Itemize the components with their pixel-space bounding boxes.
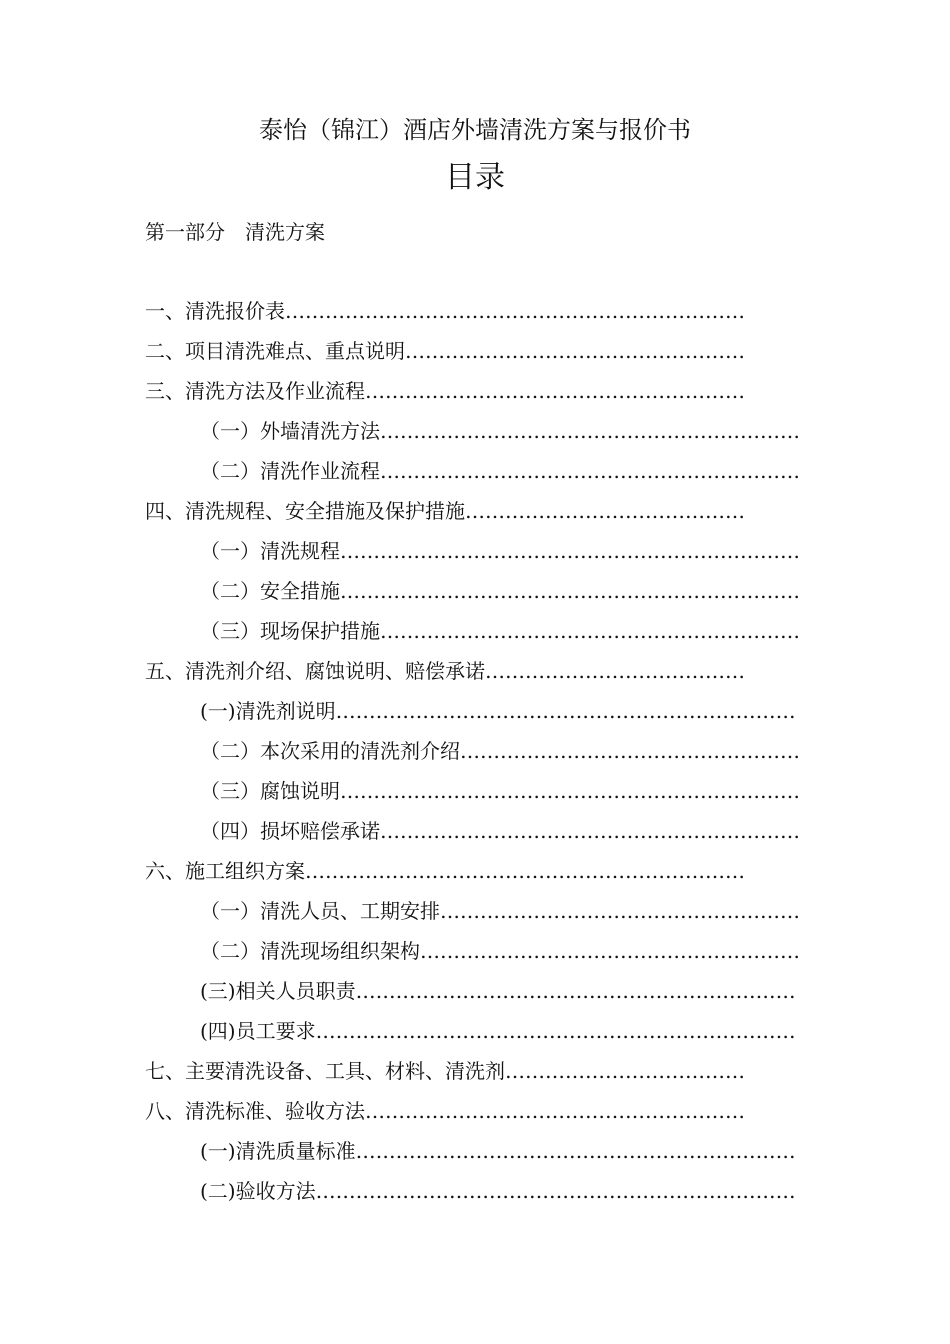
toc-subentry: [0, 936, 950, 976]
toc-entry-text: （四）损坏赔偿承诺………………………………………………………: [200, 819, 800, 843]
toc-subentry: [0, 696, 950, 736]
toc-subentry: [0, 576, 950, 616]
toc-entry-text: （一）外墙清洗方法………………………………………………………: [200, 419, 800, 443]
toc-entry-text: (一)清洗剂说明……………………………………………………………: [200, 699, 796, 723]
toc-entry-text: （二）本次采用的清洗剂介绍……………………………………………: [200, 739, 800, 763]
toc-entry-text: （三）现场保护措施………………………………………………………: [200, 619, 800, 643]
toc-entry-text: (四)员工要求………………………………………………………………: [200, 1019, 796, 1043]
toc-list: [0, 296, 950, 1216]
toc-entry-text: 六、施工组织方案…………………………………………………………: [145, 859, 745, 883]
toc-entry: [0, 656, 950, 696]
toc-subentry: [0, 536, 950, 576]
toc-subentry: [0, 896, 950, 936]
toc-entry: [0, 1096, 950, 1136]
toc-entry-text: (一)清洗质量标准…………………………………………………………: [200, 1139, 796, 1163]
toc-entry-text: （二）安全措施……………………………………………………………: [200, 579, 800, 603]
toc-entry-text: 五、清洗剂介绍、腐蚀说明、赔偿承诺…………………………………: [145, 659, 745, 683]
document-title: 泰怡（锦江）酒店外墙清洗方案与报价书: [259, 116, 691, 144]
toc-entry-text: （一）清洗人员、工期安排………………………………………………: [200, 899, 800, 923]
toc-entry: [0, 376, 950, 416]
toc-subentry: [0, 1176, 950, 1216]
toc-subentry: [0, 816, 950, 856]
toc-subentry: [0, 616, 950, 656]
toc-subentry: [0, 456, 950, 496]
toc-entry-text: 三、清洗方法及作业流程…………………………………………………: [145, 379, 745, 403]
part-label: 第一部分 清洗方案: [145, 220, 325, 244]
toc-subentry: [0, 416, 950, 456]
toc-entry-text: 一、清洗报价表……………………………………………………………: [145, 299, 745, 323]
toc-entry-text: 七、主要清洗设备、工具、材料、清洗剂………………………………: [145, 1059, 745, 1083]
toc-subentry: [0, 1136, 950, 1176]
toc-entry: [0, 856, 950, 896]
toc-heading: 目录: [445, 160, 505, 195]
toc-entry-text: （二）清洗作业流程………………………………………………………: [200, 459, 800, 483]
toc-entry-text: (二)验收方法………………………………………………………………: [200, 1179, 796, 1203]
toc-entry-text: （二）清洗现场组织架构…………………………………………………: [200, 939, 800, 963]
toc-entry-text: 二、项目清洗难点、重点说明……………………………………………: [145, 339, 745, 363]
toc-subentry: [0, 736, 950, 776]
toc-entry-text: (三)相关人员职责…………………………………………………………: [200, 979, 796, 1003]
toc-subentry: [0, 776, 950, 816]
toc-entry: [0, 296, 950, 336]
toc-subentry: [0, 1016, 950, 1056]
toc-subentry: [0, 976, 950, 1016]
toc-entry: [0, 1056, 950, 1096]
toc-entry: [0, 336, 950, 376]
toc-entry: [0, 496, 950, 536]
toc-entry-text: （三）腐蚀说明……………………………………………………………: [200, 779, 800, 803]
toc-entry-text: （一）清洗规程……………………………………………………………: [200, 539, 800, 563]
toc-entry-text: 四、清洗规程、安全措施及保护措施……………………………………: [145, 499, 745, 523]
toc-entry-text: 八、清洗标准、验收方法…………………………………………………: [145, 1099, 745, 1123]
